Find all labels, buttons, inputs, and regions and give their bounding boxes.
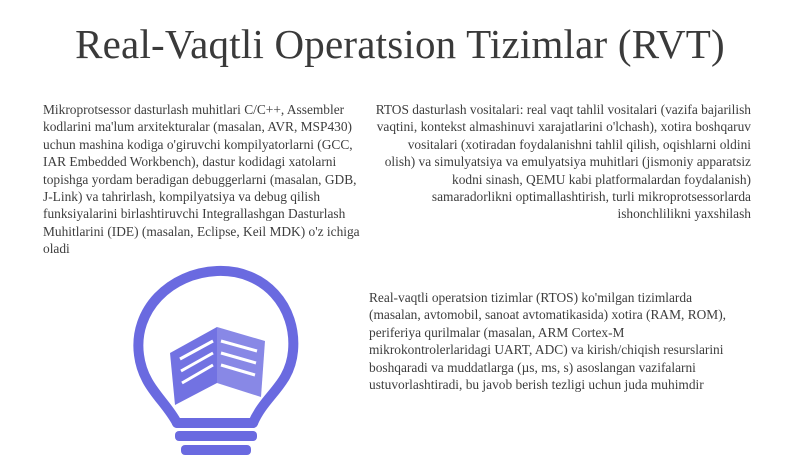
lightbulb-book-icon: [125, 255, 310, 460]
text-right: RTOS dasturlash vositalari: real vaqt tahlil vositalari (vazifa bajarilish vaqtini, kontekst almashinuvi xarajatlarini o'lchash), xotira boshqaruv vositalari (xotiradan foydalanishni tahlil qilish, oqishlarni oldini olish) va simulyatsiya va emulyatsiya muhitlari (jismoniy apparatsiz kodni sinash, QEMU kabi platformalardan foydalanish) samaradorlikni optimallashtirish, turli mikroprotsessorlarda ishonchlilikni yaxshilash: [375, 102, 751, 222]
slide-title: Real-Vaqtli Operatsion Tizimlar (RVT): [75, 21, 725, 67]
text-bottom: Real-vaqtli operatsion tizimlar (RTOS) ko'milgan tizimlarda (masalan, avtomobil, sanoat avtomatikasida) xotira (RAM, ROM), periferiya qurilmalar (masalan, ARM Cortex-M mikrokontrolerlaridagi UART, ADC) va kirish/chiqish resurslarini boshqaradi va muddatlarga (µs, ms, s) asoslangan vazifalarni ustuvorlashtiradi, bu javob berish tezligi uchun juda muhimdir: [369, 290, 727, 393]
text-left: Mikroprotsessor dasturlash muhitlari C/C++, Assembler kodlarini ma'lum arxitekturalar (masalan, AVR, MSP430) uchun mashina kodiga o'giruvchi kompilyatorlarni (GCC, IAR Embedded Workbench), dastur kodidagi xatolarni topishga yordam beradigan debuggerlarni (masalan, GDB, J-Link) va tahrirlash, kompilyatsiya va debug qilish funksiyalarini birlashtiruvchi Integrallashgan Dasturlash Muhitlarini (IDE) (masalan, Eclipse, Keil MDK) o'z ichiga oladi: [43, 102, 360, 257]
